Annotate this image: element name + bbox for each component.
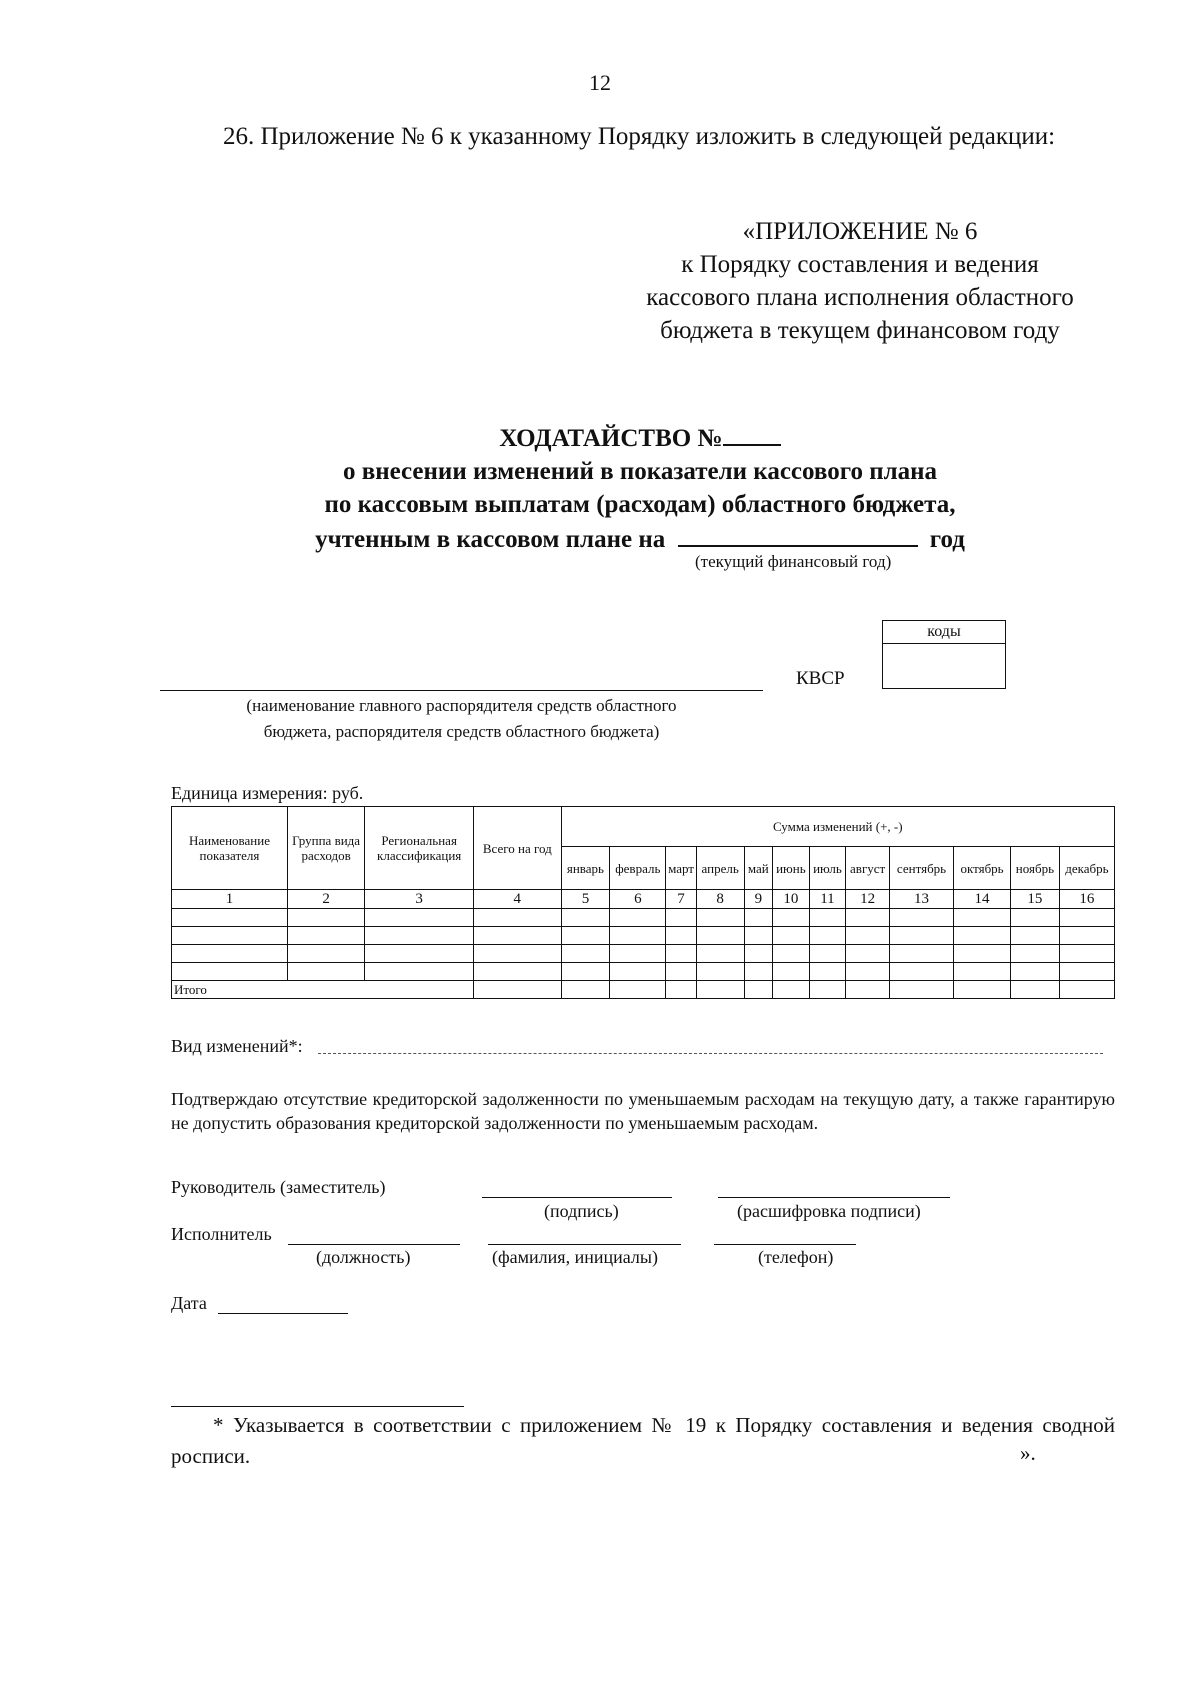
phone-line[interactable]	[714, 1244, 856, 1245]
appendix-header	[600, 215, 1120, 347]
column-number: 16	[1059, 890, 1114, 909]
column-number: 2	[287, 890, 364, 909]
month-header: сентябрь	[890, 847, 954, 890]
document-title	[200, 420, 1080, 556]
column-number: 4	[474, 890, 561, 909]
table-row[interactable]	[172, 909, 1115, 927]
column-number: 1	[172, 890, 288, 909]
signature-caption: (подпись)	[544, 1201, 619, 1221]
head-label: Руководитель (заместитель)	[171, 1177, 386, 1197]
month-header: июль	[809, 847, 846, 890]
column-number: 3	[365, 890, 474, 909]
head-signature-line[interactable]	[482, 1197, 672, 1198]
appendix-line-2: к Порядку составления и ведения	[681, 251, 1039, 278]
header-group: Группа вида расходов	[287, 807, 364, 890]
change-type-line[interactable]	[318, 1053, 1103, 1054]
year-hint: (текущий финансовый год)	[695, 552, 892, 571]
table-row[interactable]	[172, 945, 1115, 963]
decoding-caption: (расшифровка подписи)	[737, 1201, 921, 1221]
month-header: ноябрь	[1011, 847, 1060, 890]
caption-line-1: (наименование главного распорядителя средств областного	[246, 696, 677, 715]
column-numbers-row	[172, 890, 1115, 909]
month-header: апрель	[696, 847, 744, 890]
month-header: декабрь	[1059, 847, 1114, 890]
position-caption: (должность)	[316, 1247, 411, 1267]
fio-caption: (фамилия, инициалы)	[492, 1247, 658, 1267]
column-number: 12	[846, 890, 890, 909]
title-line-4b: год	[929, 526, 965, 553]
codes-header: коды	[883, 621, 1005, 644]
month-header: май	[744, 847, 772, 890]
column-number: 15	[1011, 890, 1060, 909]
caption-line-2: бюджета, распорядителя средств областного бюджета)	[263, 722, 660, 741]
month-header: март	[666, 847, 697, 890]
position-line[interactable]	[288, 1244, 460, 1245]
closing-quote: ».	[1020, 1441, 1036, 1465]
title-line-4a: учтенным в кассовом плане на	[315, 526, 666, 553]
column-number: 10	[773, 890, 810, 909]
phone-caption: (телефон)	[758, 1247, 834, 1267]
month-header: август	[846, 847, 890, 890]
header-sum: Сумма изменений (+, -)	[561, 807, 1114, 847]
table-row[interactable]	[172, 927, 1115, 945]
appendix-line-1: «ПРИЛОЖЕНИЕ № 6	[742, 218, 978, 245]
month-header: январь	[561, 847, 610, 890]
column-number: 11	[809, 890, 846, 909]
date-label: Дата	[171, 1293, 207, 1313]
table-row[interactable]	[172, 963, 1115, 981]
total-label: Итого	[172, 981, 474, 999]
column-number: 7	[666, 890, 697, 909]
month-header: февраль	[610, 847, 666, 890]
organization-name-caption	[160, 693, 763, 745]
header-name: Наименование показателя	[172, 807, 288, 890]
unit-label: Единица измерения: руб.	[171, 783, 364, 803]
month-header: октябрь	[954, 847, 1011, 890]
number-blank[interactable]	[723, 420, 781, 446]
footnote: * Указывается в соответствии с приложением № 19 к Порядку составления и ведения сводной росписи.	[171, 1413, 1115, 1468]
executor-label: Исполнитель	[171, 1224, 272, 1244]
kvsr-code-cell[interactable]	[883, 644, 1005, 687]
column-number: 8	[696, 890, 744, 909]
confirmation-paragraph: Подтверждаю отсутствие кредиторской задолженности по уменьшаемым расходам на текущую дату, а также гарантирую не допустить образования кредиторской задолженности по уменьшаемым расходам.	[171, 1089, 1115, 1133]
intro-paragraph: 26. Приложение № 6 к указанному Порядку изложить в следующей редакции:	[223, 123, 1056, 150]
column-number: 13	[890, 890, 954, 909]
header-region: Региональная классификация	[365, 807, 474, 890]
column-number: 14	[954, 890, 1011, 909]
appendix-line-4: бюджета в текущем финансовом году	[660, 317, 1060, 344]
title-line-3: по кассовым выплатам (расходам) областного бюджета,	[324, 491, 956, 518]
organization-name-line[interactable]	[160, 690, 763, 691]
total-row[interactable]	[172, 981, 1115, 999]
footnote-rule	[171, 1406, 464, 1407]
title-line-1: ХОДАТАЙСТВО №	[499, 425, 723, 452]
year-blank[interactable]	[678, 521, 918, 547]
column-number: 5	[561, 890, 610, 909]
page-number: 12	[589, 70, 611, 95]
kvsr-label: КВСР	[796, 668, 845, 689]
codes-box	[882, 620, 1006, 689]
fio-line[interactable]	[488, 1244, 681, 1245]
header-total: Всего на год	[474, 807, 561, 890]
column-number: 6	[610, 890, 666, 909]
appendix-line-3: кассового плана исполнения областного	[646, 284, 1074, 311]
head-decoding-line[interactable]	[718, 1197, 950, 1198]
column-number: 9	[744, 890, 772, 909]
title-line-2: о внесении изменений в показатели кассового плана	[342, 458, 938, 485]
change-type-label: Вид изменений*:	[171, 1036, 303, 1056]
month-header: июнь	[773, 847, 810, 890]
changes-table	[171, 806, 1115, 999]
date-line[interactable]	[218, 1313, 348, 1314]
